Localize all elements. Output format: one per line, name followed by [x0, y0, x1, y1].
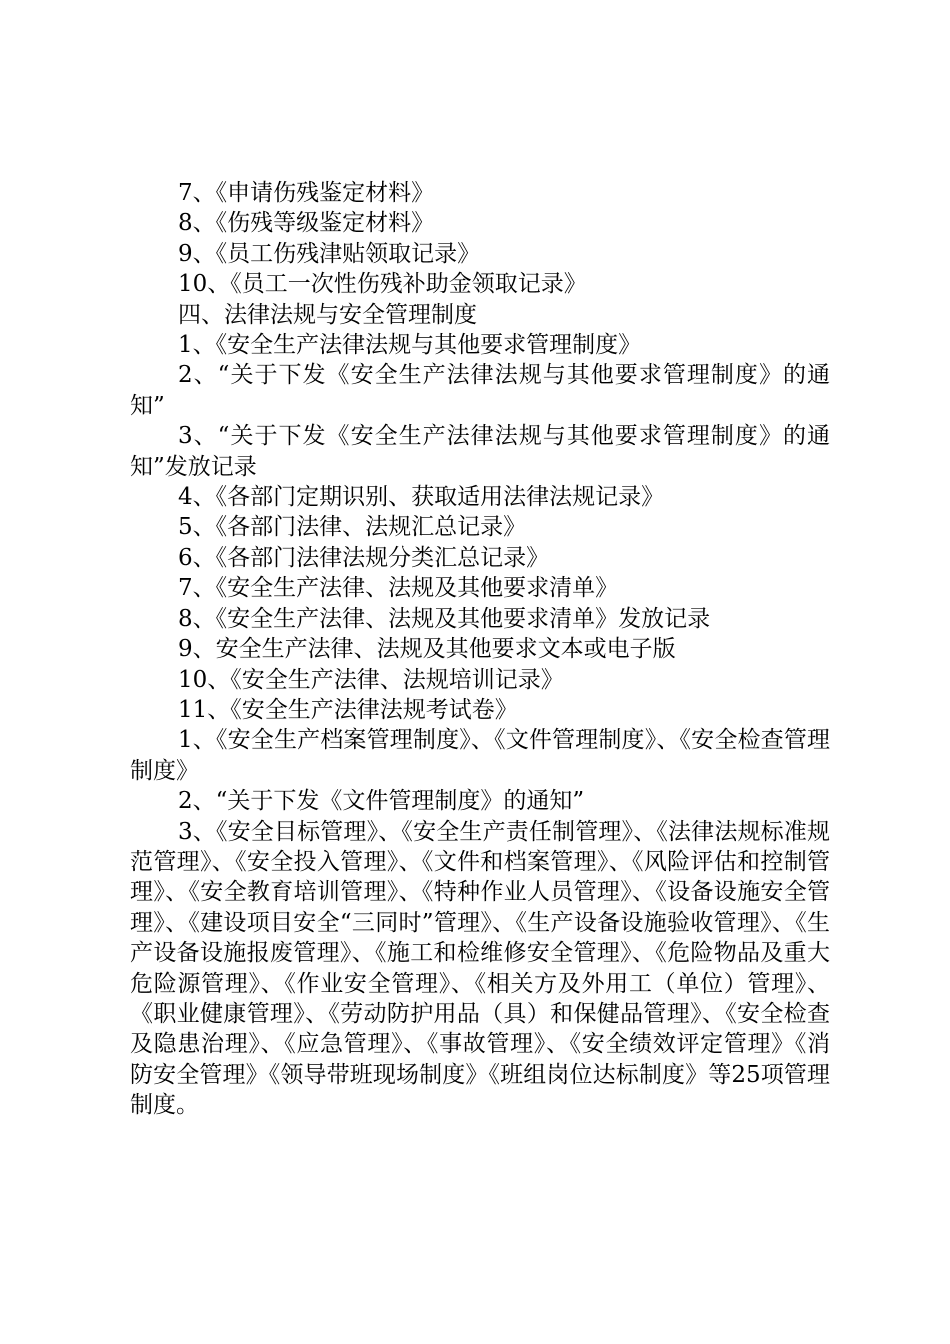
document-body: [130, 178, 830, 1121]
list-item: 3、《安全目标管理》、《安全生产责任制管理》、《法律法规标准规范管理》、《安全投入管理》、《文件和档案管理》、《风险评估和控制管理》、《安全教育培训管理》、《特种作业人员管理》、《设备设施安全管理》、《建设项目安全“三同时”管理》、《生产设备设施验收管理》、《生产设备设施报废管理》、《施工和检维修安全管理》、《危险物品及重大危险源管理》、《作业安全管理》、《相关方及外用工（单位）管理》、《职业健康管理》、《劳动防护用品（具）和保健品管理》、《安全检查及隐患治理》、《应急管理》、《事故管理》、《安全绩效评定管理》《消防安全管理》《领导带班现场制度》《班组岗位达标制度》等25项管理制度。: [130, 818, 830, 1119]
list-item: 8、《伤残等级鉴定材料》: [178, 210, 435, 237]
list-item: 1、《安全生产档案管理制度》、《文件管理制度》、《安全检查管理制度》: [130, 727, 830, 784]
list-item: 3、“关于下发《安全生产法律法规与其他要求管理制度》的通知”发放记录: [130, 423, 830, 480]
list-item: 9、安全生产法律、法规及其他要求文本或电子版: [178, 636, 676, 663]
list-item: 1、《安全生产法律法规与其他要求管理制度》: [178, 332, 642, 359]
list-item: 7、《安全生产法律、法规及其他要求清单》: [178, 575, 619, 602]
list-item: 5、《各部门法律、法规汇总记录》: [178, 514, 527, 541]
list-item: 6、《各部门法律法规分类汇总记录》: [178, 544, 550, 571]
list-item: 4、《各部门定期识别、获取适用法律法规记录》: [178, 484, 665, 511]
list-item: 9、《员工伤残津贴领取记录》: [178, 240, 481, 267]
list-item: 8、《安全生产法律、法规及其他要求清单》发放记录: [178, 605, 711, 632]
list-item: 2、“关于下发《文件管理制度》的通知”: [178, 788, 585, 815]
section-heading: 四、法律法规与安全管理制度: [178, 301, 477, 328]
list-item: 2、“关于下发《安全生产法律法规与其他要求管理制度》的通知”: [130, 362, 830, 419]
list-item: 11、《安全生产法律法规考试卷》: [178, 696, 518, 723]
list-item: 10、《员工一次性伤残补助金领取记录》: [178, 271, 587, 298]
list-item: 7、《申请伤残鉴定材料》: [178, 180, 435, 206]
list-item: 10、《安全生产法律、法规培训记录》: [178, 666, 564, 693]
